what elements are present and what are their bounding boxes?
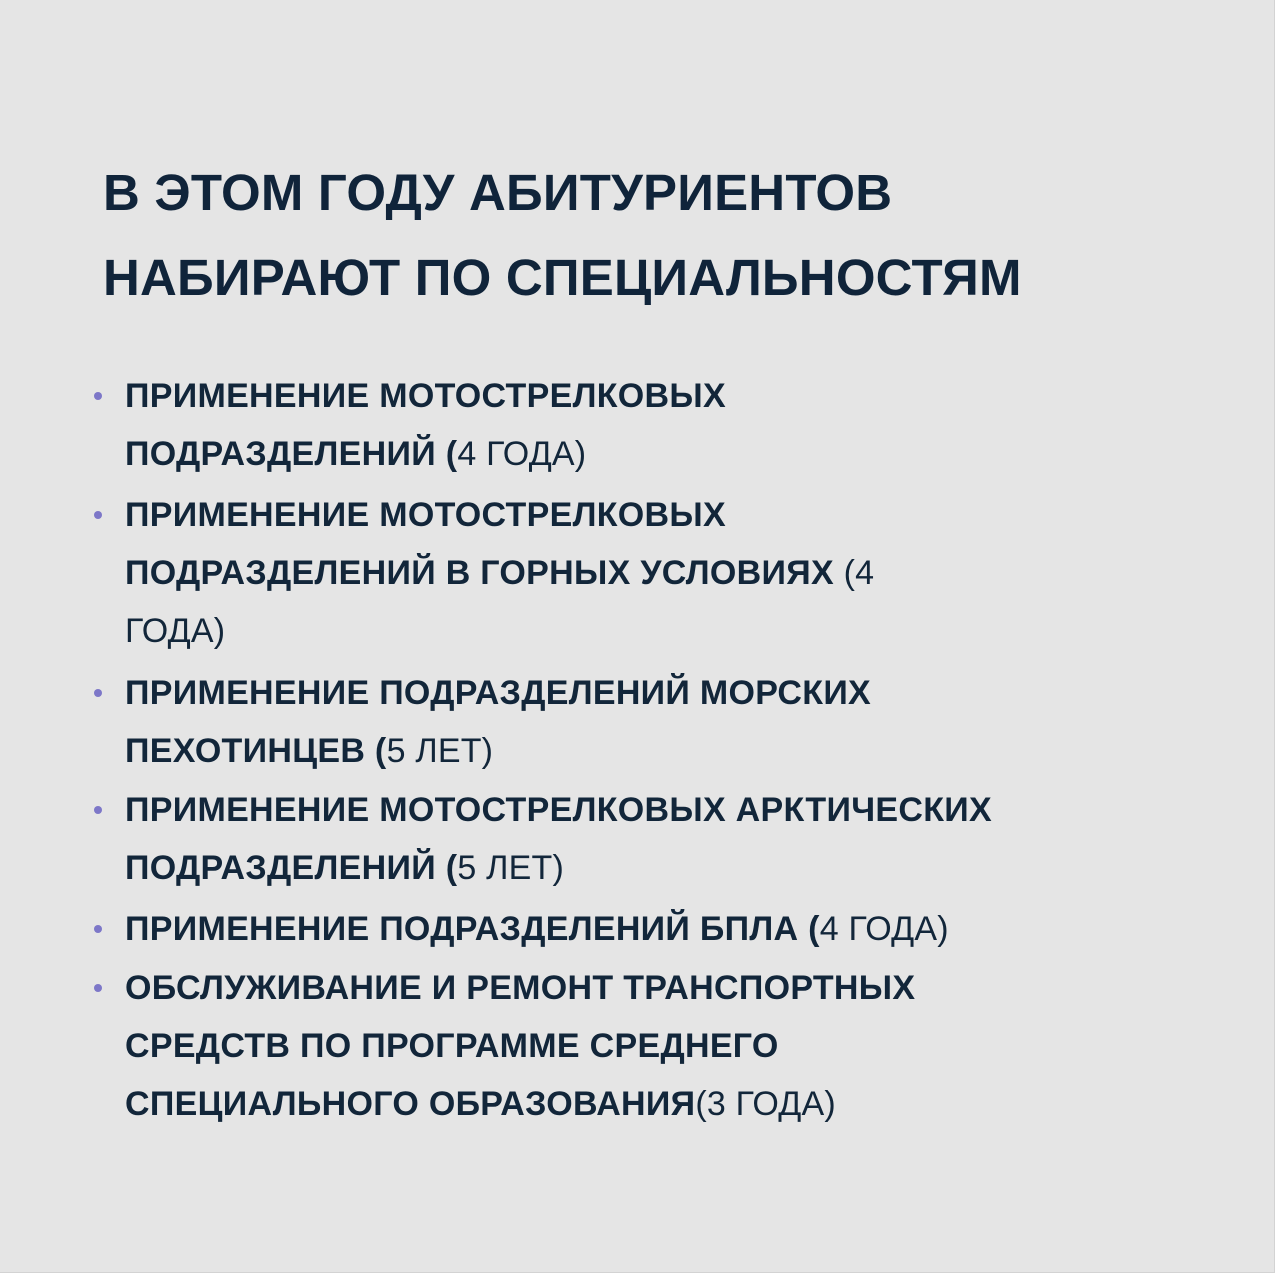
item-text: СРЕДСТВ ПО ПРОГРАММЕ СРЕДНЕГО [125, 1027, 779, 1065]
item-text: ПРИМЕНЕНИЕ МОТОСТРЕЛКОВЫХ [125, 377, 726, 415]
item-duration: (3 ГОДА) [695, 1085, 836, 1123]
item-text: ПОДРАЗДЕЛЕНИЙ ( [125, 849, 458, 887]
item-duration: 5 ЛЕТ) [386, 732, 494, 770]
page-title [103, 150, 1223, 320]
bullet-icon [94, 806, 102, 814]
list-item [125, 367, 1235, 483]
item-text: ПОДРАЗДЕЛЕНИЙ В ГОРНЫХ УСЛОВИЯХ [125, 554, 834, 592]
bullet-icon [94, 984, 102, 992]
item-duration: 5 ЛЕТ) [457, 849, 564, 887]
list-item [125, 486, 1235, 660]
item-text: ПРИМЕНЕНИЕ МОТОСТРЕЛКОВЫХ [125, 496, 726, 534]
item-duration: ГОДА) [125, 612, 226, 650]
list-item [125, 900, 1235, 958]
item-duration: 4 ГОДА) [457, 435, 587, 473]
bullet-icon [94, 925, 102, 933]
item-text: ПРИМЕНЕНИЕ МОТОСТРЕЛКОВЫХ АРКТИЧЕСКИХ [125, 791, 993, 829]
bullet-icon [94, 689, 102, 697]
title-line-2: НАБИРАЮТ ПО СПЕЦИАЛЬНОСТЯМ [103, 249, 1022, 306]
title-line-1: В ЭТОМ ГОДУ АБИТУРИЕНТОВ [103, 164, 893, 221]
list-item [125, 664, 1235, 780]
item-text: ПЕХОТИНЦЕВ ( [125, 732, 387, 770]
list-item [125, 781, 1235, 897]
bullet-icon [94, 392, 102, 400]
item-duration: (4 [834, 554, 875, 592]
item-text: ОБСЛУЖИВАНИЕ И РЕМОНТ ТРАНСПОРТНЫХ [125, 969, 916, 1007]
bullet-icon [94, 511, 102, 519]
item-duration: 4 ГОДА) [819, 910, 949, 948]
item-text: ПРИМЕНЕНИЕ ПОДРАЗДЕЛЕНИЙ МОРСКИХ [125, 674, 872, 712]
item-text: СПЕЦИАЛЬНОГО ОБРАЗОВАНИЯ [125, 1085, 696, 1123]
item-text: ПРИМЕНЕНИЕ ПОДРАЗДЕЛЕНИЙ БПЛА ( [125, 910, 820, 948]
list-item [125, 959, 1235, 1133]
item-text: ПОДРАЗДЕЛЕНИЙ ( [125, 435, 458, 473]
